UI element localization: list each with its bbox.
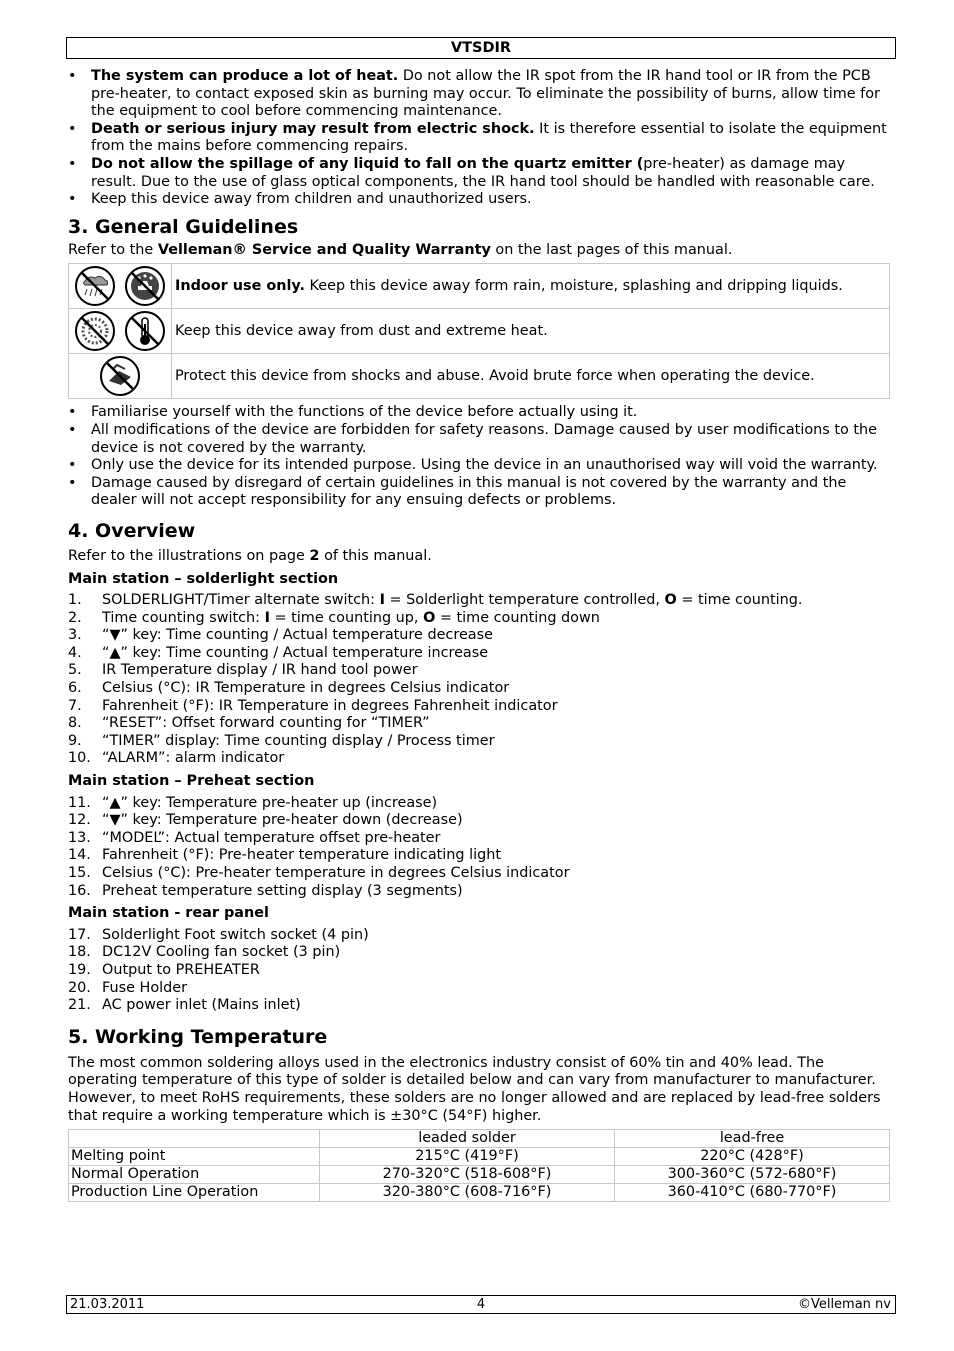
overview-sections bbox=[68, 571, 890, 1015]
general-guidelines-heading: 3. General Guidelines bbox=[68, 215, 299, 238]
item-number: 16. bbox=[68, 882, 91, 899]
guideline-row bbox=[69, 264, 890, 309]
footer-date: 21.03.2011 bbox=[70, 1297, 145, 1312]
overview-list-item bbox=[68, 733, 890, 751]
item-text: SOLDERLIGHT/Timer alternate switch: bbox=[102, 592, 380, 609]
overview-list-item bbox=[68, 698, 890, 716]
safety-bullet-list bbox=[68, 68, 890, 209]
item-number: 6. bbox=[68, 680, 82, 697]
overview-list-item bbox=[68, 927, 890, 945]
table-cell: 360-410°C (680-770°F) bbox=[615, 1184, 890, 1202]
item-number: 15. bbox=[68, 865, 91, 881]
no-splash-icon bbox=[124, 265, 166, 307]
overview-list-item bbox=[68, 812, 890, 830]
overview-subheading: Main station – Preheat section bbox=[68, 773, 315, 790]
item-text: Celsius (°C): Pre-heater temperature in degrees Celsius indicator bbox=[102, 865, 570, 881]
item-number: 19. bbox=[68, 961, 91, 978]
overview-list-item bbox=[68, 662, 890, 680]
guideline-text: Indoor use only. Keep this device away form rain, moisture, splashing and dripping liquids. bbox=[172, 264, 890, 309]
guideline-icons bbox=[69, 264, 172, 309]
item-text: = time counting down bbox=[435, 609, 600, 626]
overview-list-item bbox=[68, 645, 890, 663]
item-text: “▼” key: Time counting / Actual temperature decrease bbox=[102, 627, 493, 644]
item-text: “▲” key: Time counting / Actual temperature increase bbox=[102, 644, 489, 661]
table-cell: Melting point bbox=[69, 1148, 320, 1166]
table-row bbox=[69, 1148, 890, 1166]
no-shock-icon bbox=[99, 355, 141, 397]
item-text: Solderlight Foot switch socket (4 pin) bbox=[102, 926, 369, 943]
item-text: Fahrenheit (°F): Pre-heater temperature indicating light bbox=[102, 847, 502, 864]
item-text: I bbox=[379, 592, 385, 609]
table-cell: 270-320°C (518-608°F) bbox=[320, 1166, 615, 1184]
item-text: “▼” key: Temperature pre-heater down (decrease) bbox=[102, 812, 463, 829]
item-text: O bbox=[423, 609, 436, 626]
item-number: 17. bbox=[68, 926, 91, 943]
item-number: 4. bbox=[68, 644, 82, 661]
guideline-row bbox=[69, 354, 890, 399]
item-number: 10. bbox=[68, 750, 91, 767]
overview-list-item bbox=[68, 883, 890, 901]
heat-thermometer-icon bbox=[124, 310, 166, 352]
item-text: = time counting. bbox=[676, 592, 803, 609]
overview-list bbox=[68, 592, 890, 768]
table-row bbox=[69, 1184, 890, 1202]
item-number: 21. bbox=[68, 997, 91, 1014]
working-temperature-heading: 5. Working Temperature bbox=[68, 1025, 328, 1048]
item-number: 5. bbox=[68, 662, 82, 679]
general-bullet: • All modifications of the device are forbidden for safety reasons. Damage caused by user modifications to the device is not covered by the warranty. bbox=[68, 422, 890, 457]
general-bullet: • Damage caused by disregard of certain guidelines in this manual is not covered by the warranty and the dealer will not accept responsibility for any ensuing defects or problems. bbox=[68, 475, 890, 510]
overview-list-item bbox=[68, 980, 890, 998]
item-text: “ALARM”: alarm indicator bbox=[102, 750, 285, 767]
page-footer bbox=[66, 1295, 896, 1314]
item-text: Celsius (°C): IR Temperature in degrees Celsius indicator bbox=[102, 680, 510, 697]
guideline-row bbox=[69, 309, 890, 354]
item-number: 12. bbox=[68, 812, 91, 829]
item-number: 18. bbox=[68, 944, 91, 961]
overview-list-item bbox=[68, 962, 890, 980]
overview-list-item bbox=[68, 750, 890, 768]
overview-list-item bbox=[68, 795, 890, 813]
table-cell: 215°C (419°F) bbox=[320, 1148, 615, 1166]
item-text: O bbox=[664, 592, 677, 609]
item-number: 3. bbox=[68, 627, 82, 644]
table-header-cell bbox=[69, 1130, 320, 1148]
overview-list-item bbox=[68, 592, 890, 610]
no-dust-icon bbox=[74, 310, 116, 352]
safety-bullet bbox=[68, 156, 890, 191]
general-guidelines-intro: Refer to the Velleman® Service and Quality Warranty on the last pages of this manual. bbox=[68, 241, 733, 258]
overview-heading: 4. Overview bbox=[68, 519, 196, 542]
item-text: “MODEL”: Actual temperature offset pre-heater bbox=[102, 829, 441, 846]
safety-bullet-bold: Death or serious injury may result from electric shock. bbox=[91, 120, 535, 137]
safety-bullet bbox=[68, 121, 890, 156]
item-text: AC power inlet (Mains inlet) bbox=[102, 997, 301, 1014]
overview-list bbox=[68, 927, 890, 1015]
overview-list-item bbox=[68, 627, 890, 645]
general-bullet: • Only use the device for its intended purpose. Using the device in an unauthorised way will void the warranty. bbox=[68, 457, 890, 475]
overview-list-item bbox=[68, 997, 890, 1015]
item-text: “▲” key: Temperature pre-heater up (increase) bbox=[102, 794, 438, 811]
overview-list-item bbox=[68, 865, 890, 883]
general-bullet-list bbox=[68, 404, 890, 510]
item-number: 9. bbox=[68, 732, 82, 749]
overview-list-item bbox=[68, 830, 890, 848]
working-temperature-table bbox=[68, 1129, 890, 1202]
general-bullet: • Familiarise yourself with the functions of the device before actually using it. bbox=[68, 404, 890, 422]
item-text: = time counting up, bbox=[269, 609, 424, 626]
guideline-icons bbox=[69, 309, 172, 354]
table-row bbox=[69, 1166, 890, 1184]
guideline-icons bbox=[69, 354, 172, 399]
overview-subheading: Main station – solderlight section bbox=[68, 570, 339, 587]
overview-list-item bbox=[68, 944, 890, 962]
no-rain-icon bbox=[74, 265, 116, 307]
item-text: Time counting switch: bbox=[102, 609, 265, 626]
safety-bullet bbox=[68, 68, 890, 121]
item-text: I bbox=[264, 609, 270, 626]
safety-bullet-text: It is therefore essential to isolate the equipment from the mains before commencing repairs. bbox=[91, 120, 887, 155]
table-cell: Normal Operation bbox=[69, 1166, 320, 1184]
table-header-cell: leaded solder bbox=[320, 1130, 615, 1148]
overview-subheading: Main station - rear panel bbox=[68, 905, 269, 922]
item-number: 11. bbox=[68, 794, 91, 811]
table-cell: 220°C (428°F) bbox=[615, 1148, 890, 1166]
guideline-text: Keep this device away from dust and extreme heat. bbox=[172, 309, 890, 354]
overview-list bbox=[68, 795, 890, 901]
item-number: 2. bbox=[68, 609, 82, 626]
table-cell: 300-360°C (572-680°F) bbox=[615, 1166, 890, 1184]
item-text: Output to PREHEATER bbox=[102, 961, 260, 978]
item-number: 13. bbox=[68, 829, 91, 846]
item-number: 20. bbox=[68, 979, 91, 996]
item-text: = Solderlight temperature controlled, bbox=[384, 592, 665, 609]
safety-bullet-bold: Do not allow the spillage of any liquid to fall on the quartz emitter ( bbox=[91, 155, 644, 172]
overview-list-item bbox=[68, 715, 890, 733]
footer-copyright: ©Velleman nv bbox=[797, 1297, 891, 1312]
safety-bullet bbox=[68, 191, 890, 209]
item-text: “RESET”: Offset forward counting for “TIMER” bbox=[102, 715, 430, 732]
working-temperature-paragraph: The most common soldering alloys used in the electronics industry consist of 60% tin and 40% lead. The operating temperature of this type of solder is detailed below and can vary from manufacturer to manufacturer. However, to meet RoHS requirements, these solders are no longer allowed and are replaced by lead-free solders that require a working temperature which is ±30°C (54°F) higher. bbox=[68, 1054, 881, 1124]
item-text: DC12V Cooling fan socket (3 pin) bbox=[102, 944, 341, 961]
item-number: 1. bbox=[68, 592, 82, 609]
page-content bbox=[68, 68, 890, 1202]
safety-bullet-text: Do not allow the IR spot from the IR hand tool or IR from the PCB pre-heater, to contact exposed skin as burning may occur. To eliminate the possibility of burns, allow time for the equipment to cool before commencing maintenance. bbox=[91, 68, 880, 120]
item-text: Fahrenheit (°F): IR Temperature in degrees Fahrenheit indicator bbox=[102, 697, 558, 714]
guidelines-table bbox=[68, 263, 890, 399]
page-header: VTSDIR bbox=[66, 37, 896, 59]
safety-bullet-text: Keep this device away from children and unauthorized users. bbox=[91, 191, 532, 208]
overview-list-item bbox=[68, 610, 890, 628]
table-cell: Production Line Operation bbox=[69, 1184, 320, 1202]
guideline-text: Protect this device from shocks and abuse. Avoid brute force when operating the device. bbox=[172, 354, 890, 399]
safety-bullet-text: pre-heater) as damage may result. Due to the use of glass optical components, the IR hand tool should be handled with reasonable care. bbox=[91, 155, 875, 190]
item-text: Preheat temperature setting display (3 segments) bbox=[102, 882, 463, 899]
item-text: “TIMER” display: Time counting display / Process timer bbox=[102, 732, 495, 749]
table-header-row bbox=[69, 1130, 890, 1148]
item-text: Fuse Holder bbox=[102, 979, 188, 996]
overview-intro: Refer to the illustrations on page 2 of this manual. bbox=[68, 547, 432, 564]
item-text: IR Temperature display / IR hand tool power bbox=[102, 662, 418, 679]
table-cell: 320-380°C (608-716°F) bbox=[320, 1184, 615, 1202]
overview-list-item bbox=[68, 680, 890, 698]
item-number: 14. bbox=[68, 847, 91, 864]
footer-page-number: 4 bbox=[476, 1297, 486, 1312]
item-number: 7. bbox=[68, 697, 82, 714]
table-header-cell: lead-free bbox=[615, 1130, 890, 1148]
overview-list-item bbox=[68, 847, 890, 865]
item-number: 8. bbox=[68, 715, 82, 732]
safety-bullet-bold: The system can produce a lot of heat. bbox=[91, 68, 399, 84]
